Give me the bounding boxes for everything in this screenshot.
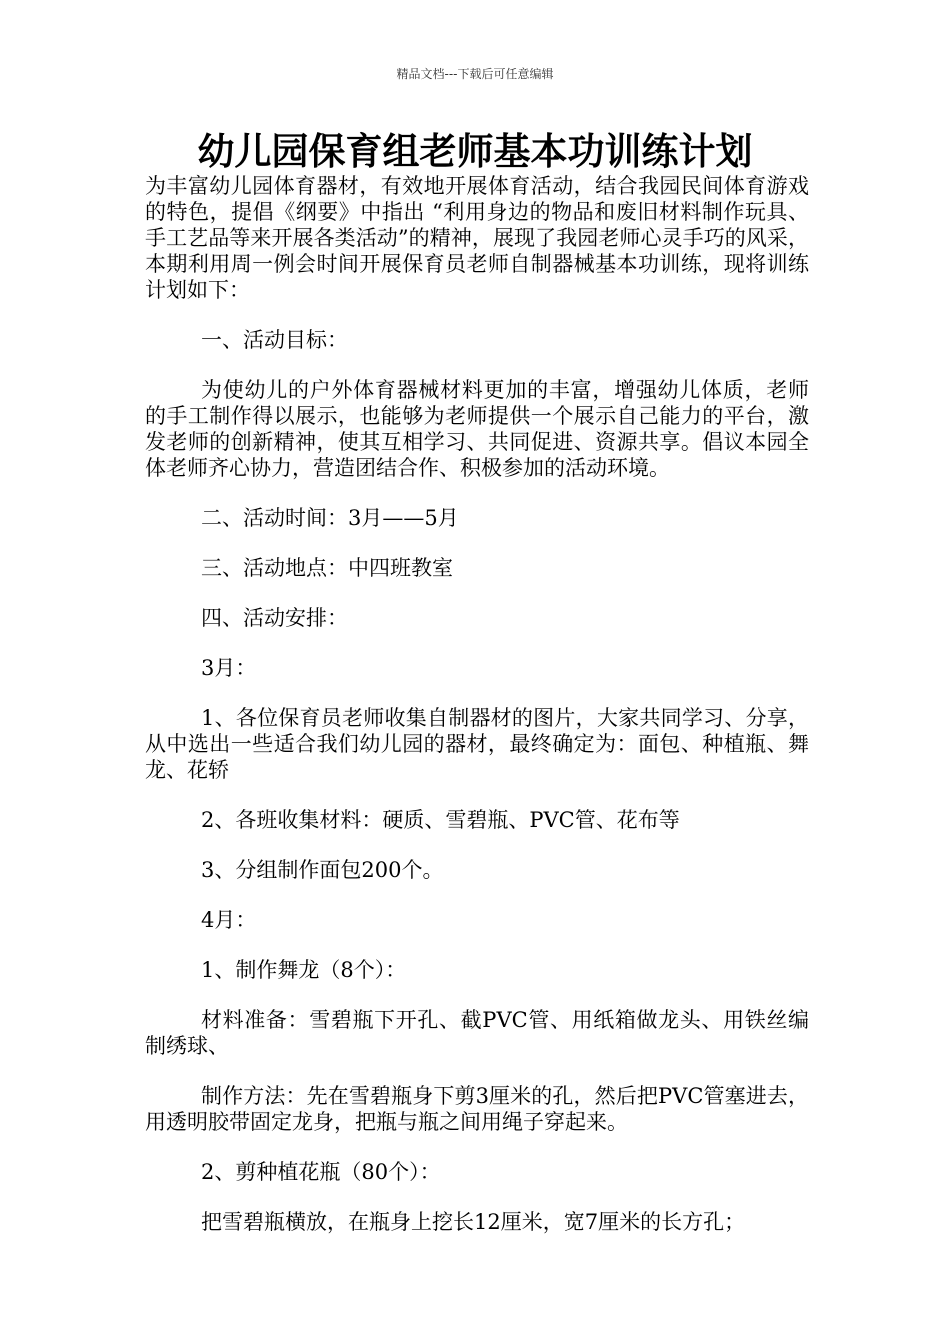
section-heading-goals: 一、活动目标： [201,328,348,352]
list-item-march-1: 1、各位保育员老师收集自制器材的图片，大家共同学习、分享，从中选出一些适合我们幼儿园的器材，最终确定为：面包、种植瓶、舞龙、花轿 [145,706,809,782]
list-item-march-2: 2、各班收集材料：硬质、雪碧瓶、PVC管、花布等 [201,808,680,832]
intro-paragraph: 为丰富幼儿园体育器材，有效地开展体育活动，结合我园民间体育游戏的特色，提倡《纲要》中指出 “利用身边的物品和废旧材料制作玩具、手工艺品等来开展各类活动”的精神，展现了我园老师心灵手巧的风采，本期利用周一例会时间开展保育员老师自制器械基本功训练，现将训练计划如下： [145,174,809,302]
planter-paragraph: 把雪碧瓶横放，在瓶身上挖长12厘米，宽7厘米的长方孔； [201,1210,746,1234]
section-heading-location: 三、活动地点：中四班教室 [201,556,453,580]
document-body [145,173,809,1235]
method-paragraph: 制作方法：先在雪碧瓶身下剪3厘米的孔，然后把PVC管塞进去，用透明胶带固定龙身，把瓶与瓶之间用绳子穿起来。 [145,1084,809,1134]
section-heading-time: 二、活动时间：3月——5月 [201,506,459,530]
list-item-april-1: 1、制作舞龙（8个）： [201,958,407,982]
materials-paragraph: 材料准备：雪碧瓶下开孔、截PVC管、用纸箱做龙头、用铁丝编制绣球、 [145,1008,809,1058]
goals-paragraph: 为使幼儿的户外体育器械材料更加的丰富，增强幼儿体质，老师的手工制作得以展示，也能够为老师提供一个展示自己能力的平台，激发老师的创新精神，使其互相学习、共同促进、资源共享。倡议本园全体老师齐心协力，营造团结合作、积极参加的活动环境。 [145,378,809,480]
page-header: 精品文档---下载后可任意编辑 [396,67,554,81]
document-title: 幼儿园保育组老师基本功训练计划 [197,129,753,173]
section-heading-schedule: 四、活动安排： [201,606,348,630]
list-item-march-3: 3、分组制作面包200个。 [201,858,444,882]
list-item-april-2: 2、剪种植花瓶（80个）： [201,1160,441,1184]
month-heading-april: 4月： [201,908,257,932]
month-heading-march: 3月： [201,656,257,680]
